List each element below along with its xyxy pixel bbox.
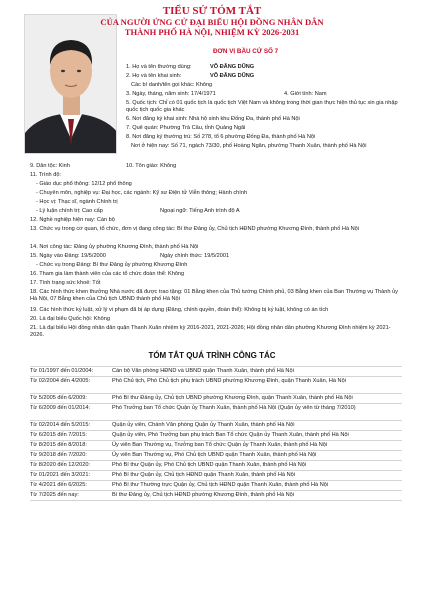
timeline-date: Từ 8/2015 đến 8/2018: <box>30 442 87 448</box>
field-party-position: - Chức vụ trong Đảng: Bí thư Đảng ủy phường Khương Đình <box>36 262 188 268</box>
field-current-residence: Nơi ở hiện nay: Số 71, ngách 73/30, phố Hoàng Ngân, phường Thanh Xuân, thành phố Hà Nội <box>131 143 367 149</box>
timeline-description: Phó Bí thư Quận ủy, Phó Chủ tịch UBND quận Thanh Xuân, thành phố Hà Nội <box>112 462 307 468</box>
field-workplace: 14. Nơi công tác: Đảng ủy phường Khương Đình, thành phố Hà Nội <box>30 244 199 250</box>
field-birth-registration: 6. Nơi đăng ký khai sinh: Nhà hộ sinh khu Đống Đa, thành phố Hà Nội <box>126 116 300 122</box>
timeline-date: Từ 01/1997 đến 01/2004: <box>30 368 94 374</box>
timeline-date: Từ 8/2020 đến 12/2020: <box>30 462 91 468</box>
table-row-divider <box>30 460 402 461</box>
field-common-name-value: VÕ ĐĂNG DŨNG <box>210 64 255 70</box>
timeline-date: Từ 9/2018 đến 7/2020: <box>30 452 87 458</box>
field-professional-training: - Chuyên môn, nghiệp vụ: Đại học, các ngành: Kỹ sư Điện tử Viễn thông; Hành chính <box>36 190 248 196</box>
table-row-divider <box>30 500 402 501</box>
field-position: 13. Chức vụ trong cơ quan, tổ chức, đơn vị đang công tác: Bí thư Đảng ủy, Chủ tịch HĐND phường Khương Đình, thành phố Hà Nội <box>30 226 360 232</box>
timeline-description: Phó Bí thư Thường trực Quận ủy, Chủ tịch HĐND quận Thanh Xuân, thành phố Hà Nội <box>112 482 329 488</box>
field-awards: 18. Các hình thức khen thưởng Nhà nước đã được trao tặng: 01 Bằng khen của Thủ tướng Chính phủ, 03 Bằng khen của Ban Thường vụ Thành ủy Hà Nội, 07 Bằng khen của Chủ tịch UBND thành phố Hà Nội <box>30 289 398 302</box>
table-row-divider <box>30 366 402 367</box>
table-row-divider <box>30 480 402 481</box>
timeline-description: Phó Bí thư Đảng ủy, Chủ tịch UBND phường Khương Đình, quận Thanh Xuân, thành phố Hà Nội <box>112 395 353 401</box>
field-common-name-label: 1. Họ và tên thường dùng: <box>126 64 192 70</box>
field-nationality: 5. Quốc tịch: Chỉ có 01 quốc tịch là quốc tịch Việt Nam và không trong thời gian thực hiện thủ tục xin gia nhập quốc tịch quốc gia khác <box>126 100 398 113</box>
field-birth-name-label: 2. Họ và tên khai sinh: <box>126 73 182 79</box>
timeline-description: Bí thư Đảng ủy, Chủ tịch HĐND phường Khương Đình, thành phố Hà Nội <box>112 492 295 498</box>
field-religion: 10. Tôn giáo: Không <box>126 163 177 169</box>
field-foreign-language: Ngoại ngữ: Tiếng Anh trình độ A <box>160 208 240 214</box>
timeline-description: Phó Chủ tịch, Phó Chủ tịch phụ trách UBND phường Khương Đình, quận Thanh Xuân, Hà Nội <box>112 378 346 384</box>
table-row-divider <box>30 420 402 421</box>
document-subtitle-line-2: THÀNH PHỐ HÀ NỘI, NHIỆM KỲ 2026-2031 <box>124 27 300 37</box>
timeline-description: Ủy viên Ban Thường vụ, Phó Chủ tịch UBND quận Thanh Xuân, thành phố Hà Nội <box>112 452 317 458</box>
timeline-description: Phó Bí thư Quận ủy, Chủ tịch HĐND quận Thanh Xuân, thành phố Hà Nội <box>112 472 295 478</box>
timeline-date: Từ 01/2021 đến 3/2021: <box>30 472 91 478</box>
document-subtitle-line-1: CỦA NGƯỜI ỨNG CỬ ĐẠI BIỂU HỘI ĐỒNG NHÂN DÂN <box>100 17 324 27</box>
electoral-unit: ĐƠN VỊ BẦU CỬ SỐ 7 <box>213 48 279 55</box>
timeline-date: Từ 7/2025 đến nay: <box>30 492 79 498</box>
timeline-date: Từ 02/2004 đến 4/2005: <box>30 378 91 384</box>
table-row-divider <box>30 490 402 491</box>
timeline-date: Từ 02/2014 đến 5/2015: <box>30 422 91 428</box>
field-permanent-residence: 8. Nơi đăng ký thường trú: Số 278, tổ 6 phường Đống Đa, thành phố Hà Nội <box>126 134 316 140</box>
timeline-date: Từ 5/2005 đến 6/2009: <box>30 395 87 401</box>
field-academic-degree: - Học vị: Thạc sĩ, ngành Chính trị <box>36 199 118 205</box>
table-row-divider <box>30 376 402 377</box>
field-aliases: Các bí danh/tên gọi khác: Không <box>131 82 213 88</box>
field-discipline: 19. Các hình thức kỷ luật, xử lý vi phạm đã bị áp dụng (Đảng, chính quyền, đoàn thể): Không bị kỷ luật, không có án tích <box>30 307 329 313</box>
field-organizations: 16. Tham gia làm thành viên của các tổ chức đoàn thể: Không <box>30 271 185 277</box>
field-political-theory: - Lý luận chính trị: Cao cấp <box>36 208 103 214</box>
field-health: 17. Tình trạng sức khoẻ: Tốt <box>30 280 101 286</box>
table-row-divider <box>30 470 402 471</box>
timeline-date: Từ 6/2009 đến 01/2014: <box>30 405 91 411</box>
timeline-description: Ủy viên Ban Thường vụ, Trưởng ban Tổ chức Quận ủy Thanh Xuân, thành phố Hà Nội <box>112 442 328 448</box>
timeline-description: Phó Trưởng ban Tổ chức Quận ủy Thanh Xuân, thành phố Hà Nội (Quận ủy viên từ tháng 7/2010) <box>112 405 356 411</box>
table-row-divider <box>30 450 402 451</box>
field-date-of-birth: 3. Ngày, tháng, năm sinh: 17/4/1971 <box>126 91 216 97</box>
field-national-assembly: 20. Là đại biểu Quốc hội: Không <box>30 316 110 322</box>
field-birth-name-value: VÕ ĐĂNG DŨNG <box>210 73 255 79</box>
timeline-description: Quận ủy viên, Phó Trưởng ban phụ trách Ban Tổ chức Quận ủy Thanh Xuân, thành phố Hà Nội <box>112 432 349 438</box>
process-section-title: TÓM TẮT QUÁ TRÌNH CÔNG TÁC <box>148 351 276 360</box>
field-council-membership: 21. Là đại biểu Hội đồng nhân dân quận Thanh Xuân nhiệm kỳ 2016-2021, 2021-2026; Hội đồng nhân dân phường Khương Đình nhiệm kỳ 2021-2026. <box>30 325 391 338</box>
document-title: TIỂU SỬ TÓM TẮT <box>162 5 262 17</box>
timeline-date: Từ 4/2021 đến 6/2025: <box>30 482 87 488</box>
table-row-divider <box>30 440 402 441</box>
field-ethnicity: 9. Dân tộc: Kinh <box>30 163 70 169</box>
field-hometown: 7. Quê quán: Phường Trà Câu, tỉnh Quảng Ngãi <box>126 125 246 131</box>
field-party-admission-date: 15. Ngày vào Đảng: 19/5/2000 <box>30 253 106 259</box>
field-official-member-date: Ngày chính thức: 19/5/2001 <box>160 253 230 259</box>
field-general-education: - Giáo dục phổ thông: 12/12 phổ thông <box>36 181 132 187</box>
document-header <box>0 6 424 37</box>
field-gender: 4. Giới tính: Nam <box>284 91 327 97</box>
timeline-date: Từ 6/2015 đến 7/2015: <box>30 432 87 438</box>
table-row-divider <box>30 430 402 431</box>
table-row-divider <box>30 393 402 394</box>
field-qualification-heading: 11. Trình độ: <box>30 172 61 178</box>
timeline-description: Cán bộ Văn phòng HĐND và UBND quận Thanh Xuân, thành phố Hà Nội <box>112 368 294 374</box>
timeline-description: Quận ủy viên, Chánh Văn phòng Quận ủy Thanh Xuân, thành phố Hà Nội <box>112 422 295 428</box>
field-occupation: 12. Nghề nghiệp hiện nay: Cán bộ <box>30 217 115 223</box>
table-row-divider <box>30 403 402 404</box>
